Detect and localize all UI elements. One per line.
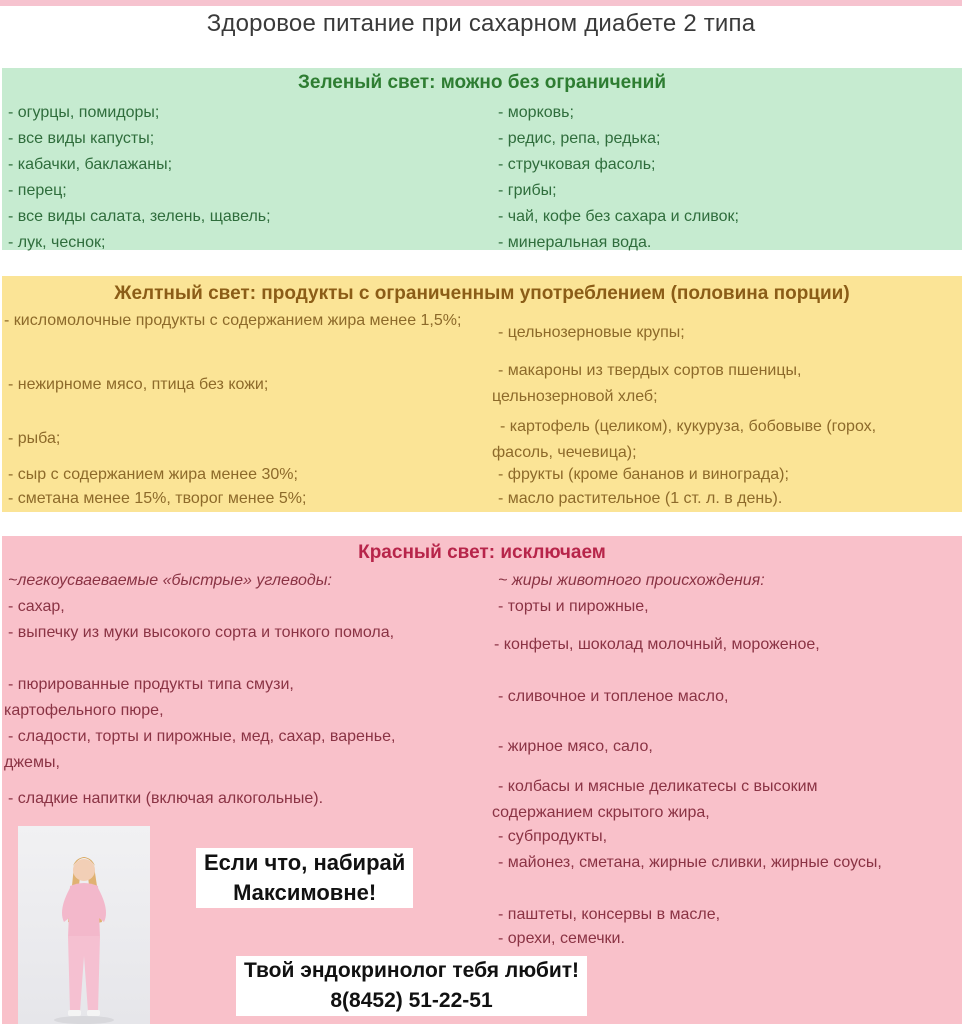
- list-item: - пюрированные продукты типа смузи, картофельного пюре,: [4, 676, 294, 719]
- list-item: - лук, чеснок;: [8, 234, 106, 251]
- list-item: - субпродукты,: [498, 828, 608, 845]
- list-item: - все виды капусты;: [8, 130, 155, 147]
- list-item: - нежирноме мясо, птица без кожи;: [8, 376, 269, 393]
- list-item: - рыба;: [8, 430, 61, 447]
- phone-number: 8(8452) 51-22-51: [330, 989, 493, 1012]
- top-strip: [0, 0, 962, 6]
- green-section: [2, 68, 962, 250]
- callout-line: Твой эндокринолог тебя любит!: [244, 959, 580, 982]
- list-item: - сливочное и топленое масло,: [498, 688, 729, 705]
- list-item: - масло растительное (1 ст. л. в день).: [498, 490, 783, 507]
- list-item: - морковь;: [498, 104, 574, 121]
- page-title: Здоровое питание при сахарном диабете 2 типа: [206, 10, 756, 37]
- green-right-list: [498, 100, 739, 256]
- yellow-heading: Желтный свет: продукты с ограниченным употреблением (половина порции): [114, 283, 850, 304]
- callout-contact: [236, 956, 587, 1016]
- list-item: - стручковая фасоль;: [498, 156, 656, 173]
- list-item: - кабачки, баклажаны;: [8, 156, 173, 173]
- list-item: - кисломолочные продукты с содержанием жира менее 1,5%;: [4, 312, 462, 329]
- list-item: - фрукты (кроме бананов и винограда);: [498, 466, 789, 483]
- list-item: - макароны из твердых сортов пшеницы, цельнозерновой хлеб;: [492, 362, 802, 405]
- list-item: - конфеты, шоколад молочный, мороженое,: [494, 636, 820, 653]
- list-item: - колбасы и мясные деликатесы с высоким содержанием скрытого жира,: [492, 778, 818, 821]
- callout-line: Максимовне!: [233, 880, 377, 905]
- list-item: - редис, репа, редька;: [498, 130, 661, 147]
- list-item: - орехи, семечки.: [498, 930, 625, 947]
- list-item: - картофель (целиком), кукуруза, бобовыве (горох, фасоль, чечевица);: [492, 418, 877, 461]
- list-item: - огурцы, помидоры;: [8, 104, 160, 121]
- list-item: - паштеты, консервы в масле,: [498, 906, 721, 923]
- red-heading: Красный свет: исключаем: [358, 542, 606, 563]
- callout-call: [196, 848, 413, 908]
- red-right-subheading: ~ жиры животного происхождения:: [498, 572, 765, 589]
- list-item: - цельнозерновые крупы;: [498, 324, 685, 341]
- doctor-figure-icon: [18, 826, 150, 1024]
- list-item: - грибы;: [498, 182, 557, 199]
- list-item: - торты и пирожные,: [498, 598, 649, 615]
- list-item: - сладкие напитки (включая алкогольные).: [8, 790, 324, 807]
- list-item: - перец;: [8, 182, 67, 199]
- green-left-list: [8, 100, 271, 256]
- list-item: - майонез, сметана, жирные сливки, жирные соусы,: [498, 854, 882, 871]
- list-item: - минеральная вода.: [498, 234, 652, 251]
- list-item: - сыр с содержанием жира менее 30%;: [8, 466, 298, 483]
- list-item: - сладости, торты и пирожные, мед, сахар, варенье, джемы,: [4, 728, 396, 771]
- green-heading: Зеленый свет: можно без ограничений: [297, 72, 667, 93]
- red-left-subheading: ~легкоусваеваемые «быстрые» углеводы:: [8, 572, 332, 589]
- doctor-photo: [18, 826, 150, 1024]
- list-item: - выпечку из муки высокого сорта и тонкого помола,: [8, 624, 395, 641]
- list-item: - чай, кофе без сахара и сливок;: [498, 208, 739, 225]
- callout-line: Если что, набирай: [204, 850, 406, 875]
- list-item: - все виды салата, зелень, щавель;: [8, 208, 271, 225]
- yellow-section: [2, 276, 962, 512]
- list-item: - сахар,: [8, 598, 65, 615]
- list-item: - жирное мясо, сало,: [498, 738, 653, 755]
- list-item: - сметана менее 15%, творог менее 5%;: [8, 490, 307, 507]
